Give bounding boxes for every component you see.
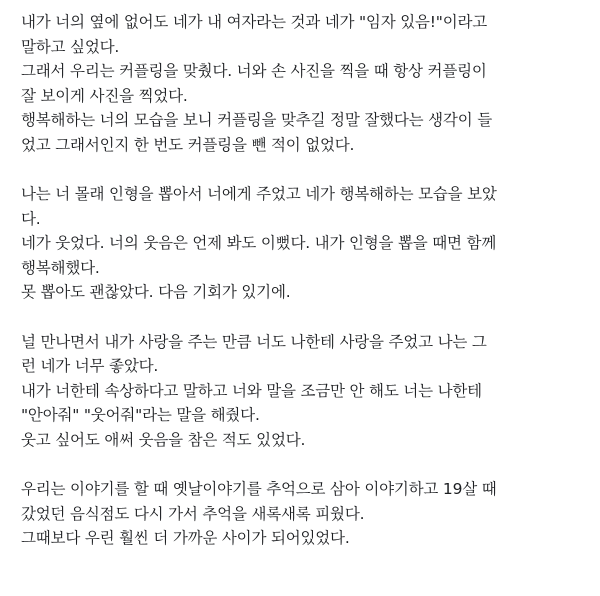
text-line: 우리는 이야기를 할 때 옛날이야기를 추억으로 삼아 이야기하고 19살 때 — [21, 480, 497, 498]
text-line: 웃고 싶어도 애써 웃음을 참은 적도 있었다. — [21, 430, 306, 449]
text-line: 행복해했다. — [21, 258, 100, 277]
paragraph-3 — [21, 330, 580, 453]
paragraph-2 — [21, 182, 580, 305]
text-line: 그래서 우리는 커플링을 맞췄다. 너와 손 사진을 찍을 때 항상 커플링이 — [21, 62, 487, 80]
text-line: 나는 너 몰래 인형을 뽑아서 너에게 주었고 네가 행복해하는 모습을 보았 — [21, 185, 497, 203]
text-line: 었고 그래서인지 한 번도 커플링을 뺀 적이 없었다. — [21, 135, 355, 154]
text-line: "안아줘" "웃어줘"라는 말을 해줬다. — [21, 406, 260, 424]
text-line: 못 뽑아도 괜찮았다. 다음 기회가 있기에. — [21, 283, 291, 301]
paragraph-4 — [21, 477, 580, 551]
text-line: 말하고 싶었다. — [21, 37, 120, 56]
text-line: 잘 보이게 사진을 찍었다. — [21, 86, 188, 105]
text-line: 널 만나면서 내가 사랑을 주는 만큼 너도 나한테 사랑을 주었고 나는 그 — [21, 332, 487, 351]
text-line: 내가 너한테 속상하다고 말하고 너와 말을 조금만 안 해도 너는 나한테 — [21, 381, 482, 400]
paragraph-1 — [21, 10, 580, 157]
text-line: 갔었던 음식점도 다시 가서 추억을 새록새록 피웠다. — [21, 504, 365, 523]
text-line: 다. — [21, 209, 41, 228]
text-line: 행복해하는 너의 모습을 보니 커플링을 맞추길 정말 잘했다는 생각이 들 — [21, 111, 492, 129]
text-line: 네가 웃었다. 너의 웃음은 언제 봐도 이뻤다. 내가 인형을 뽑을 때면 함께 — [21, 234, 497, 252]
text-line: 내가 너의 옆에 없어도 네가 내 여자라는 것과 네가 "임자 있음!"이라고 — [21, 13, 488, 31]
text-line: 런 네가 너무 좋았다. — [21, 357, 159, 375]
text-line: 그때보다 우린 훨씬 더 가까운 사이가 되어있었다. — [21, 529, 350, 547]
